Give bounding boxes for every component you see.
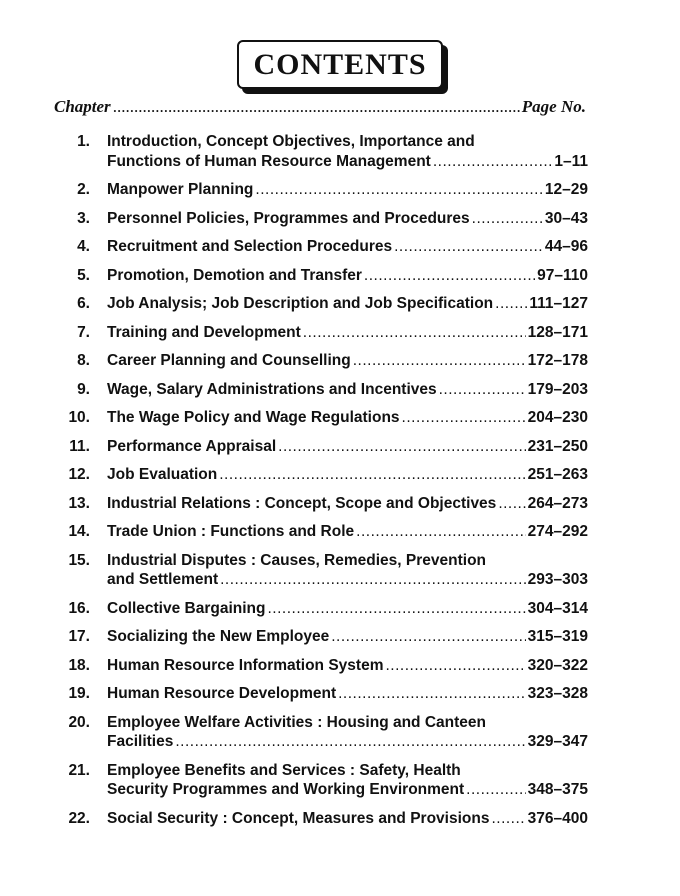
entry-page-range: 204–230 bbox=[527, 409, 588, 426]
entry-title: Personnel Policies, Programmes and Procedures bbox=[107, 209, 470, 227]
toc-entry[interactable] bbox=[54, 132, 588, 171]
entry-body bbox=[106, 761, 588, 800]
toc-header bbox=[54, 97, 586, 119]
entry-number: 1. bbox=[77, 133, 90, 150]
entry-body bbox=[106, 809, 588, 829]
entry-page-range: 323–328 bbox=[527, 685, 588, 702]
entry-title-line: Introduction, Concept Objectives, Importance and bbox=[107, 133, 475, 150]
leader-dots bbox=[255, 180, 542, 200]
toc-entry[interactable] bbox=[54, 351, 588, 371]
entry-body bbox=[106, 351, 588, 371]
entry-last-line bbox=[107, 465, 588, 485]
leader-dots bbox=[495, 294, 527, 314]
entry-body bbox=[106, 380, 588, 400]
leader-dots bbox=[498, 494, 525, 514]
page-title: CONTENTS bbox=[237, 40, 442, 89]
entry-page-range: 172–178 bbox=[527, 352, 588, 369]
entry-number: 2. bbox=[77, 181, 90, 198]
entry-body bbox=[106, 132, 588, 171]
leader-dots bbox=[278, 437, 526, 457]
entry-title-line: Industrial Disputes : Causes, Remedies, Prevention bbox=[107, 551, 487, 569]
page-no-label: Page No. bbox=[521, 97, 586, 116]
entry-number: 20. bbox=[68, 713, 90, 731]
toc-entry[interactable] bbox=[54, 656, 588, 676]
entry-title: Industrial Relations : Concept, Scope and Objectives bbox=[107, 494, 497, 512]
leader-dots bbox=[439, 380, 526, 400]
entry-page-range: 274–292 bbox=[527, 523, 588, 540]
entry-last-line bbox=[107, 408, 588, 428]
leader-dots bbox=[267, 599, 525, 619]
toc-entry[interactable] bbox=[54, 713, 588, 752]
entry-last-line bbox=[107, 237, 588, 257]
entry-page-range: 348–375 bbox=[527, 781, 588, 798]
entry-title: Recruitment and Selection Procedures bbox=[107, 238, 393, 255]
toc-entry[interactable] bbox=[54, 465, 588, 485]
entry-title: Facilities bbox=[107, 733, 174, 750]
entry-number: 7. bbox=[77, 323, 90, 341]
entry-number: 9. bbox=[77, 380, 90, 398]
toc-entry[interactable] bbox=[54, 551, 588, 590]
entry-page-range: 111–127 bbox=[529, 295, 588, 312]
toc-entry[interactable] bbox=[54, 380, 588, 400]
entry-body bbox=[106, 323, 588, 343]
leader-dots bbox=[356, 522, 526, 542]
toc-entry[interactable] bbox=[54, 294, 588, 314]
leader-dots bbox=[466, 780, 525, 800]
entry-body bbox=[106, 180, 588, 200]
toc-entry[interactable] bbox=[54, 237, 588, 257]
entry-page-range: 376–400 bbox=[527, 809, 588, 827]
entry-last-line bbox=[107, 809, 588, 829]
entry-title: Human Resource Information System bbox=[107, 656, 384, 674]
entry-number: 14. bbox=[68, 523, 90, 540]
entry-title: Trade Union : Functions and Role bbox=[107, 523, 355, 540]
entry-number: 10. bbox=[68, 409, 90, 426]
entry-page-range: 128–171 bbox=[527, 323, 588, 341]
entry-body bbox=[106, 599, 588, 619]
entry-number: 18. bbox=[68, 656, 90, 674]
entry-number: 19. bbox=[68, 685, 90, 702]
entry-body bbox=[106, 656, 588, 676]
entry-title: The Wage Policy and Wage Regulations bbox=[107, 409, 400, 426]
toc-entry[interactable] bbox=[54, 266, 588, 286]
entry-last-line bbox=[107, 380, 588, 400]
entry-body bbox=[106, 437, 588, 457]
toc-entry[interactable] bbox=[54, 684, 588, 704]
entry-number: 15. bbox=[68, 551, 90, 569]
chapter-label: Chapter bbox=[54, 97, 111, 116]
entry-last-line bbox=[107, 209, 588, 229]
entry-title: Training and Development bbox=[107, 323, 301, 341]
entry-number: 5. bbox=[77, 266, 90, 284]
entry-page-range: 329–347 bbox=[527, 733, 588, 750]
leader-dots bbox=[433, 152, 553, 172]
entry-body bbox=[106, 713, 588, 752]
leader-dots bbox=[219, 465, 525, 485]
entry-number: 8. bbox=[77, 352, 90, 369]
entry-last-line bbox=[107, 437, 588, 457]
entry-title-line: Employee Welfare Activities : Housing and Canteen bbox=[107, 713, 486, 731]
leader-dots bbox=[491, 809, 525, 829]
entry-page-range: 44–96 bbox=[544, 238, 588, 255]
entry-page-range: 1–11 bbox=[554, 152, 588, 170]
toc-entry[interactable] bbox=[54, 494, 588, 514]
entry-number: 22. bbox=[68, 809, 90, 827]
entry-page-range: 293–303 bbox=[527, 571, 588, 588]
toc-entry[interactable] bbox=[54, 408, 588, 428]
toc-entry[interactable] bbox=[54, 809, 588, 829]
entry-title-line: Employee Benefits and Services : Safety, Health bbox=[107, 761, 461, 779]
toc-entry[interactable] bbox=[54, 180, 588, 200]
entry-page-range: 251–263 bbox=[527, 466, 588, 483]
entry-last-line bbox=[107, 627, 588, 647]
toc-entry[interactable] bbox=[54, 437, 588, 457]
entry-last-line bbox=[107, 684, 588, 704]
leader-dots bbox=[402, 408, 526, 428]
entry-last-line bbox=[107, 494, 588, 514]
leader-dots bbox=[385, 656, 525, 676]
toc-entry[interactable] bbox=[54, 627, 588, 647]
entry-title: and Settlement bbox=[107, 571, 219, 588]
entry-number: 12. bbox=[68, 466, 90, 483]
entry-last-line bbox=[107, 656, 588, 676]
entry-title: Job Evaluation bbox=[107, 466, 218, 483]
entry-last-line bbox=[107, 570, 588, 590]
entry-number: 13. bbox=[68, 494, 90, 512]
leader-dots bbox=[472, 209, 543, 229]
entry-number: 4. bbox=[77, 238, 90, 255]
entry-page-range: 30–43 bbox=[544, 209, 588, 227]
entry-body bbox=[106, 209, 588, 229]
entry-title: Collective Bargaining bbox=[107, 599, 266, 617]
entry-body bbox=[106, 494, 588, 514]
entry-number: 17. bbox=[68, 628, 90, 645]
leader-dots bbox=[303, 323, 526, 343]
toc-list bbox=[54, 132, 588, 837]
entry-body bbox=[106, 627, 588, 647]
leader-dots bbox=[353, 351, 526, 371]
entry-page-range: 304–314 bbox=[527, 599, 588, 617]
entry-title: Wage, Salary Administrations and Incentives bbox=[107, 380, 437, 398]
entry-title: Human Resource Development bbox=[107, 685, 337, 702]
entry-title: Job Analysis; Job Description and Job Specification bbox=[107, 295, 494, 312]
toc-entry[interactable] bbox=[54, 761, 588, 800]
entry-title: Social Security : Concept, Measures and Provisions bbox=[107, 809, 490, 827]
entry-title: Performance Appraisal bbox=[107, 437, 277, 455]
leader-dots bbox=[220, 570, 526, 590]
header-leader-dots bbox=[113, 97, 520, 117]
toc-entry[interactable] bbox=[54, 323, 588, 343]
entry-title: Manpower Planning bbox=[107, 181, 254, 198]
entry-page-range: 315–319 bbox=[527, 628, 588, 645]
entry-title: Security Programmes and Working Environment bbox=[107, 781, 465, 798]
toc-entry[interactable] bbox=[54, 209, 588, 229]
entry-page-range: 179–203 bbox=[527, 380, 588, 398]
entry-page-range: 97–110 bbox=[537, 266, 588, 284]
entry-last-line bbox=[107, 152, 588, 172]
entry-number: 21. bbox=[68, 761, 90, 779]
entry-last-line bbox=[107, 180, 588, 200]
leader-dots bbox=[175, 732, 525, 752]
entry-title: Functions of Human Resource Management bbox=[107, 152, 431, 170]
entry-body bbox=[106, 266, 588, 286]
entry-number: 11. bbox=[69, 437, 90, 455]
entry-page-range: 320–322 bbox=[527, 656, 588, 674]
leader-dots bbox=[338, 684, 526, 704]
entry-number: 6. bbox=[77, 295, 90, 312]
entry-number: 3. bbox=[77, 209, 90, 227]
toc-entry[interactable] bbox=[54, 522, 588, 542]
entry-title: Socializing the New Employee bbox=[107, 628, 330, 645]
entry-number: 16. bbox=[68, 599, 90, 617]
entry-last-line bbox=[107, 266, 588, 286]
leader-dots bbox=[394, 237, 543, 257]
entry-title: Promotion, Demotion and Transfer bbox=[107, 266, 362, 284]
entry-body bbox=[106, 408, 588, 428]
entry-last-line bbox=[107, 351, 588, 371]
entry-body bbox=[106, 237, 588, 257]
entry-page-range: 231–250 bbox=[527, 437, 588, 455]
entry-title: Career Planning and Counselling bbox=[107, 352, 351, 369]
entry-body bbox=[106, 294, 588, 314]
entry-body bbox=[106, 551, 588, 590]
toc-entry[interactable] bbox=[54, 599, 588, 619]
entry-last-line bbox=[107, 732, 588, 752]
entry-last-line bbox=[107, 522, 588, 542]
entry-page-range: 12–29 bbox=[544, 181, 588, 198]
entry-body bbox=[106, 522, 588, 542]
entry-body bbox=[106, 684, 588, 704]
entry-last-line bbox=[107, 780, 588, 800]
title-container bbox=[0, 40, 680, 89]
leader-dots bbox=[331, 627, 525, 647]
entry-last-line bbox=[107, 294, 588, 314]
entry-last-line bbox=[107, 323, 588, 343]
entry-body bbox=[106, 465, 588, 485]
leader-dots bbox=[364, 266, 535, 286]
entry-page-range: 264–273 bbox=[527, 494, 588, 512]
entry-last-line bbox=[107, 599, 588, 619]
